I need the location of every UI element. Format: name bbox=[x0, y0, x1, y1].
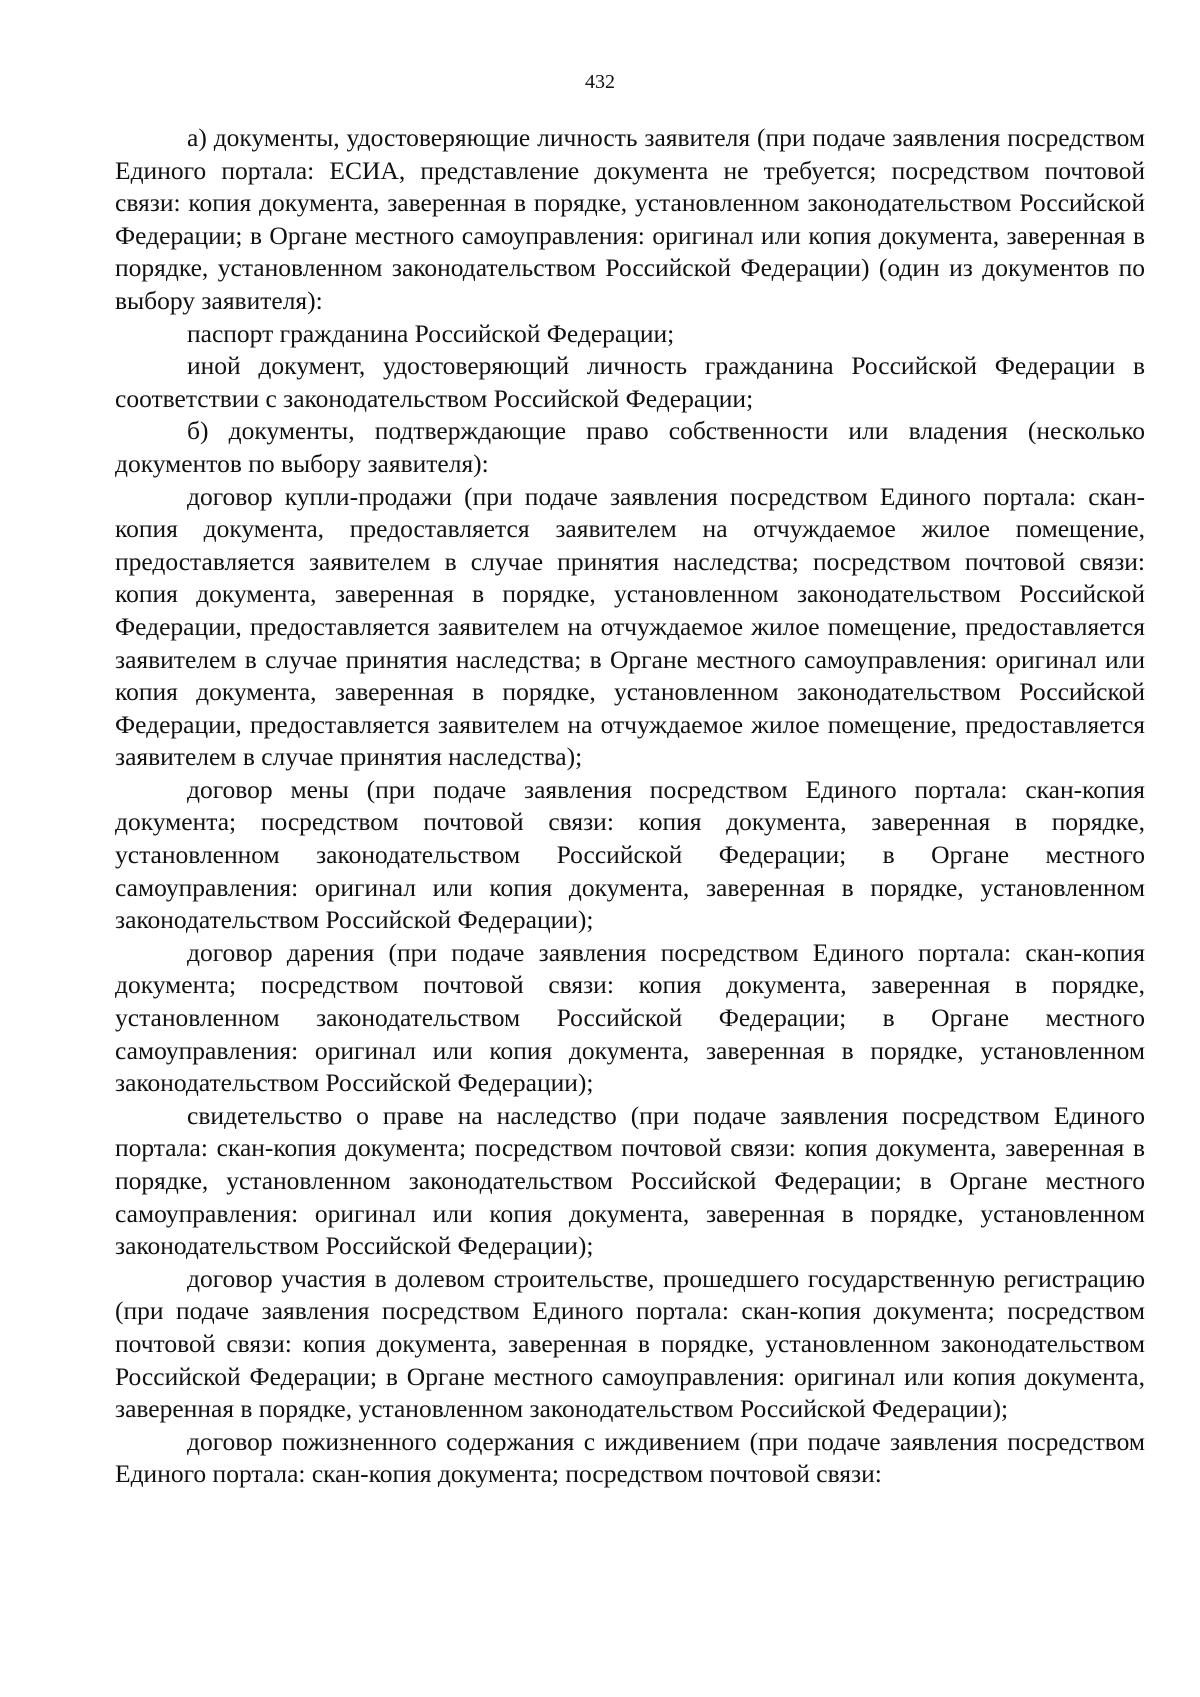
paragraph-inheritance-certificate: свидетельство о праве на наследство (при подаче заявления посредством Единого портала: скан-копия документа; посредством почтовой связи: копия документа, заверенная в порядке, установленном законодательством Российской Федерации; в Органе местного самоуправления: оригинал или копия документа, заверенная в порядке, установленном законодательством Российской Федерации); bbox=[115, 1100, 1145, 1261]
paragraph-identity-documents: а) документы, удостоверяющие личность заявителя (при подаче заявления посредством Единого портала: ЕСИА, представление документа не требуется; посредством почтовой связи: копия документа, заверенная в порядке, установленном законодательством Российской Федерации; в Органе местного самоуправления: оригинал или копия документа, заверенная в порядке, установленном законодательством Российской Федерации) (один из документов по выбору заявителя): bbox=[115, 123, 1145, 315]
paragraph-exchange-contract: договор мены (при подаче заявления посредством Единого портала: скан-копия документа; посредством почтовой связи: копия документа, заверенная в порядке, установленном законодательством Российской Федерации; в Органе местного самоуправления: оригинал или копия документа, заверенная в порядке, установленном законодательством Российской Федерации); bbox=[115, 774, 1145, 935]
paragraph-sale-contract: договор купли-продажи (при подаче заявления посредством Единого портала: скан-копия документа, предоставляется заявителем на отчуждаемое жилое помещение, предоставляется заявителем в случае принятия наследства; посредством почтовой связи: копия документа, заверенная в порядке, установленном законодательством Российской Федерации, предоставляется заявителем на отчуждаемое жилое помещение, предоставляется заявителем в случае принятия наследства; в Органе местного самоуправления: оригинал или копия документа, заверенная в порядке, установленном законодательством Российской Федерации, предоставляется заявителем на отчуждаемое жилое помещение, предоставляется заявителем в случае принятия наследства); bbox=[115, 481, 1145, 772]
paragraph-ownership-documents: б) документы, подтверждающие право собственности или владения (несколько документов по выбору заявителя): bbox=[115, 416, 1145, 478]
paragraph-other-identity-document: иной документ, удостоверяющий личность гражданина Российской Федерации в соответствии с законодательством Российской Федерации; bbox=[115, 351, 1145, 413]
paragraph-passport: паспорт гражданина Российской Федерации; bbox=[187, 318, 675, 348]
paragraph-lifetime-maintenance-contract: договор пожизненного содержания с иждивением (при подаче заявления посредством Единого портала: скан-копия документа; посредством почтовой связи: bbox=[115, 1426, 1145, 1489]
paragraph-gift-contract: договор дарения (при подаче заявления посредством Единого портала: скан-копия документа; посредством почтовой связи: копия документа, заверенная в порядке, установленном законодательством Российской Федерации; в Органе местного самоуправления: оригинал или копия документа, заверенная в порядке, установленном законодательством Российской Федерации); bbox=[115, 937, 1145, 1098]
page-number: 432 bbox=[585, 71, 615, 93]
paragraph-shared-construction-contract: договор участия в долевом строительстве, прошедшего государственную регистрацию (при подаче заявления посредством Единого портала: скан-копия документа; посредством почтовой связи: копия документа, заверенная в порядке, установленном законодательством Российской Федерации; в Органе местного самоуправления: оригинал или копия документа, заверенная в порядке, установленном законодательством Российской Федерации); bbox=[115, 1263, 1145, 1424]
document-body bbox=[115, 122, 1145, 1491]
